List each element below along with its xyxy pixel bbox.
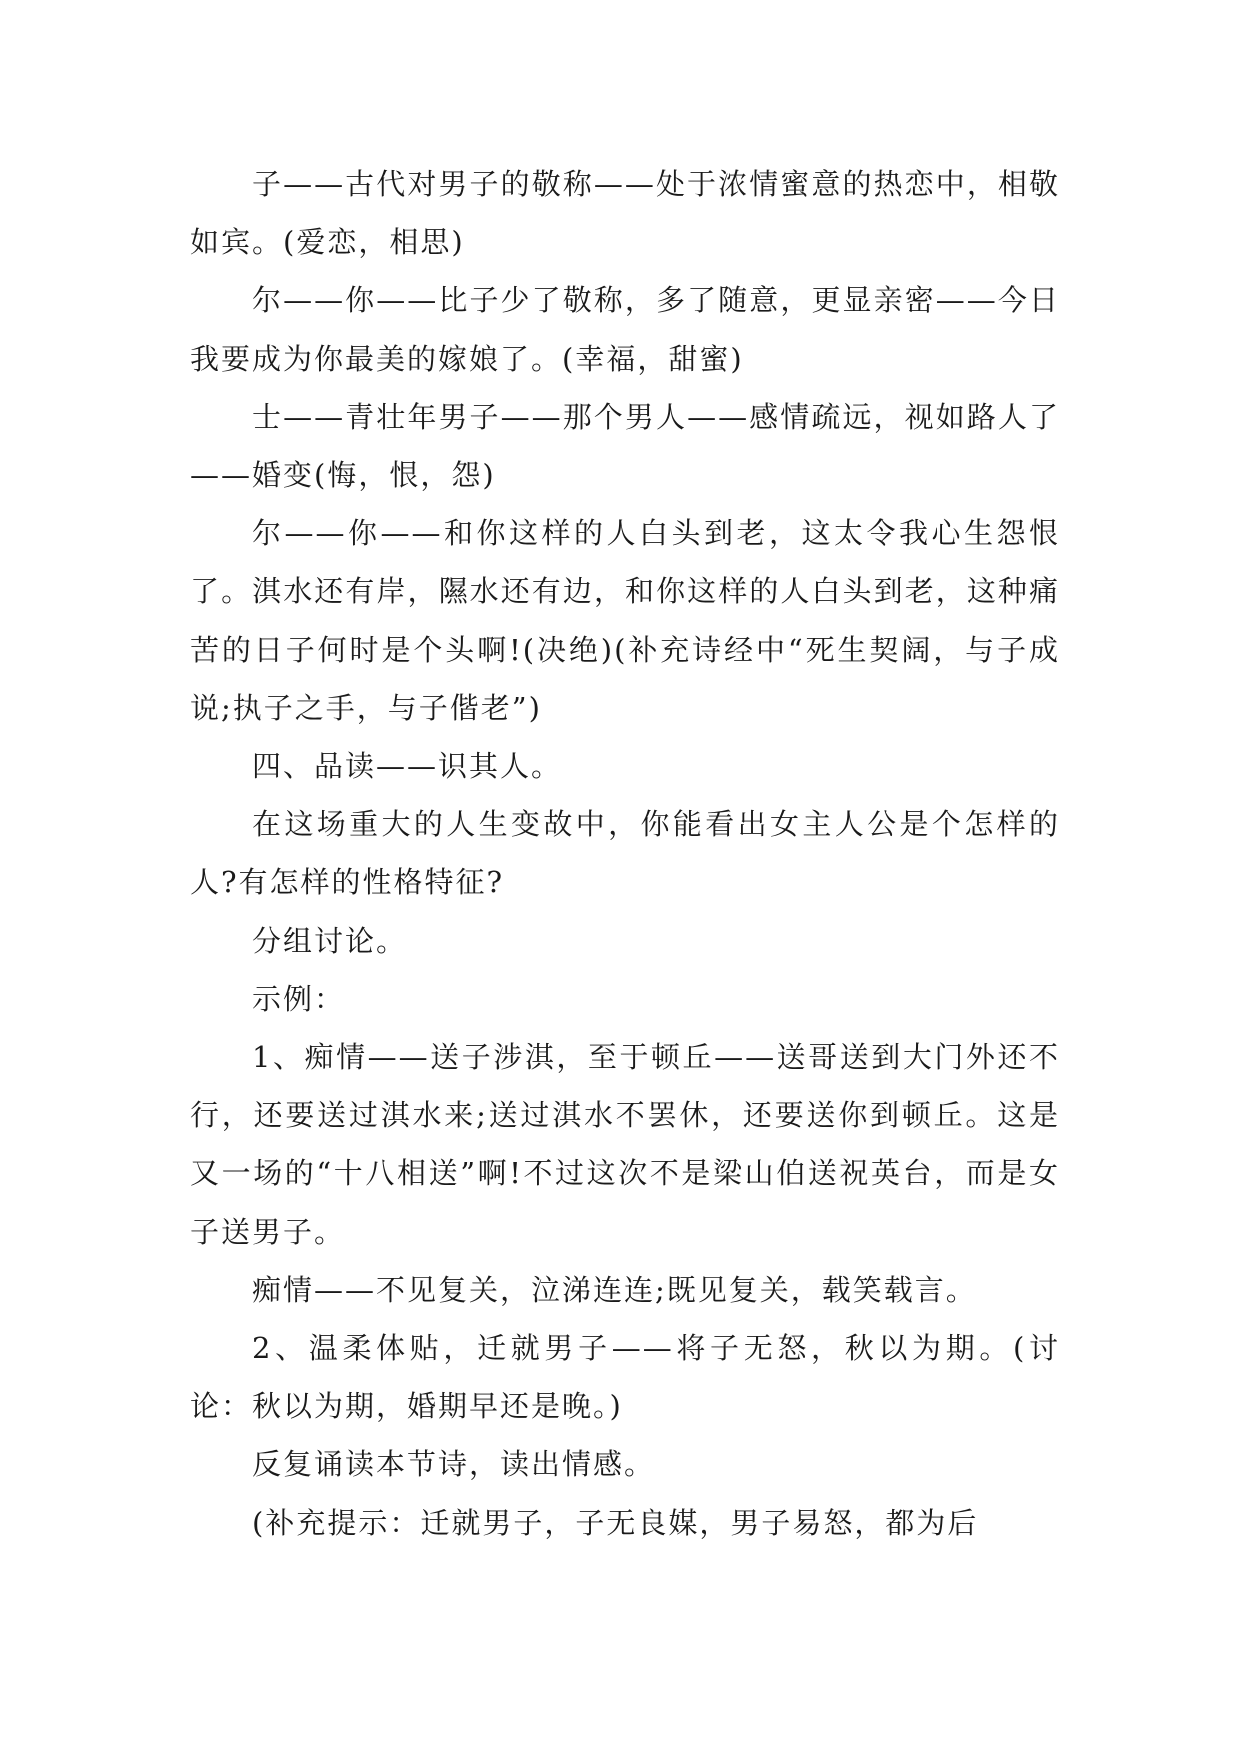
document-body [190,155,1060,1552]
paragraph: 尔——你——和你这样的人白头到老，这太令我心生怨恨了。淇水还有岸，隰水还有边，和你这样的人白头到老，这种痛苦的日子何时是个头啊!(决绝)(补充诗经中“死生契阔，与子成说;执子之手，与子偕老”) [190,516,1060,725]
paragraph: 1、痴情——送子涉淇，至于顿丘——送哥送到大门外还不行，还要送过淇水来;送过淇水不罢休，还要送你到顿丘。这是又一场的“十八相送”啊!不过这次不是梁山伯送祝英台，而是女子送男子。 [190,1040,1060,1249]
paragraph: (补充提示：迁就男子，子无良媒，男子易怒，都为后 [252,1505,979,1540]
paragraph: 尔——你——比子少了敬称，多了随意，更显亲密——今日我要成为你最美的嫁娘了。(幸福，甜蜜) [190,283,1060,376]
paragraph: 2、温柔体贴，迁就男子——将子无怒，秋以为期。(讨论：秋以为期，婚期早还是晚。) [190,1331,1060,1424]
paragraph: 示例： [252,981,346,1016]
paragraph: 痴情——不见复关，泣涕连连;既见复关，载笑载言。 [252,1272,977,1307]
paragraph: 士——青壮年男子——那个男人——感情疏远，视如路人了——婚变(悔，恨，怨) [190,399,1060,493]
paragraph: 分组讨论。 [252,923,408,958]
section-heading: 四、品读——识其人。 [252,749,563,784]
paragraph: 在这场重大的人生变故中，你能看出女主人公是个怎样的人?有怎样的性格特征? [190,807,1060,900]
paragraph: 子——古代对男子的敬称——处于浓情蜜意的热恋中，相敬如宾。(爱恋，相思) [190,167,1060,260]
paragraph: 反复诵读本节诗，读出情感。 [252,1447,656,1482]
